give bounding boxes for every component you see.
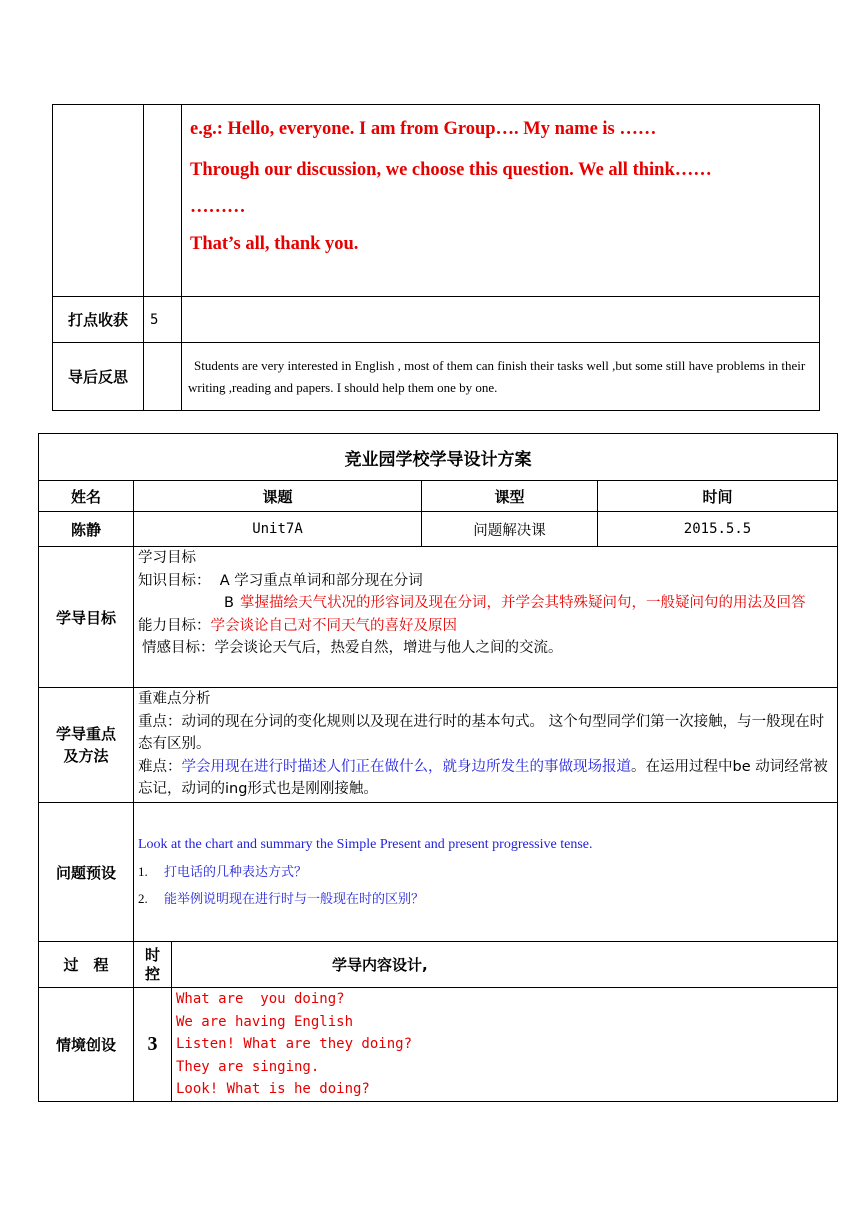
example-speech-cell <box>182 105 820 297</box>
lesson-plan-table <box>38 433 838 1102</box>
knowledge-goal-b: B 掌握描绘天气状况的形容词及现在分词，并学会其特殊疑问句，一般疑问句的用法及回答 <box>224 595 806 611</box>
header-topic: 课题 <box>134 481 422 512</box>
reflection-label: 导后反思 <box>53 343 144 411</box>
header-time: 时间 <box>598 481 838 512</box>
scenario-line: Look! What is he doing? <box>176 1081 370 1098</box>
goals-label: 学导目标 <box>39 547 134 688</box>
example-line-2: Through our discussion, we choose this question. We all think…… <box>190 160 712 180</box>
scenario-content <box>172 988 838 1102</box>
questions-content <box>134 803 838 942</box>
reflection-table <box>52 104 820 411</box>
goals-content <box>134 547 838 688</box>
scenario-line: They are singing. <box>176 1058 320 1075</box>
goals-heading: 学习目标 <box>138 550 196 566</box>
empty-cell <box>144 343 182 411</box>
example-line-1: e.g.: Hello, everyone. I am from Group…. My name is …… <box>190 119 657 139</box>
teacher-name: 陈静 <box>39 512 134 547</box>
emotion-goal: 情感目标：学会谈论天气后，热爱自然，增进与他人之间的交流。 <box>142 640 563 656</box>
questions-intro: Look at the chart and summary the Simple Present and present progressive tense. <box>138 837 593 852</box>
header-name: 姓名 <box>39 481 134 512</box>
empty-cell <box>182 297 820 343</box>
question-item-2: 2. 能举例说明现在进行时与一般现在时的区别？ <box>138 891 425 907</box>
content-design-header: 学导内容设计, <box>172 942 838 988</box>
lesson-topic: Unit7A <box>134 512 422 547</box>
scenario-line: Listen! What are they doing? <box>176 1036 413 1053</box>
key-point-text: 重点：动词的现在分词的变化规则以及现在进行时的基本句式。 这个句型同学们第一次接触，与一般现在时态有区别。 <box>138 713 825 752</box>
key-points-heading: 重难点分析 <box>138 691 211 707</box>
lesson-type: 问题解决课 <box>422 512 598 547</box>
key-points-label: 学导重点 及方法 <box>39 688 134 803</box>
knowledge-goal-a: 知识目标： A 学习重点单词和部分现在分词 <box>138 572 423 589</box>
scenario-label: 情境创设 <box>39 988 134 1102</box>
header-type: 课型 <box>422 481 598 512</box>
lesson-date: 2015.5.5 <box>598 512 838 547</box>
example-line-4: That’s all, thank you. <box>190 234 359 254</box>
harvest-label: 打点收获 <box>53 297 144 343</box>
questions-label: 问题预设 <box>39 803 134 942</box>
example-line-3: ……… <box>190 197 246 217</box>
scenario-time: 3 <box>134 988 172 1102</box>
question-item-1: 1. 打电话的几种表达方式？ <box>138 864 308 880</box>
harvest-value: 5 <box>144 297 182 343</box>
scenario-line: We are having English <box>176 1013 354 1030</box>
difficult-point-text: 难点：学会用现在进行时描述人们正在做什么，就身边所发生的事做现场报道。在运用过程中be 动词经常被忘记，动词的ing形式也是刚刚接触。 <box>138 758 828 797</box>
scenario-line: What are you doing? <box>176 991 345 1007</box>
empty-cell <box>144 105 182 297</box>
process-header: 过 程 <box>39 942 134 988</box>
key-points-content <box>134 688 838 803</box>
reflection-text: Students are very interested in English , most of them can finish their tasks well ,but some still have problems in their writing ,reading and papers. I should help them one by one. <box>182 343 820 411</box>
empty-cell <box>53 105 144 297</box>
plan-title: 竞业园学校学导设计方案 <box>39 434 838 481</box>
ability-goal: 能力目标：学会谈论自己对不同天气的喜好及原因 <box>138 617 457 634</box>
time-control-header: 时 控 <box>134 942 172 988</box>
